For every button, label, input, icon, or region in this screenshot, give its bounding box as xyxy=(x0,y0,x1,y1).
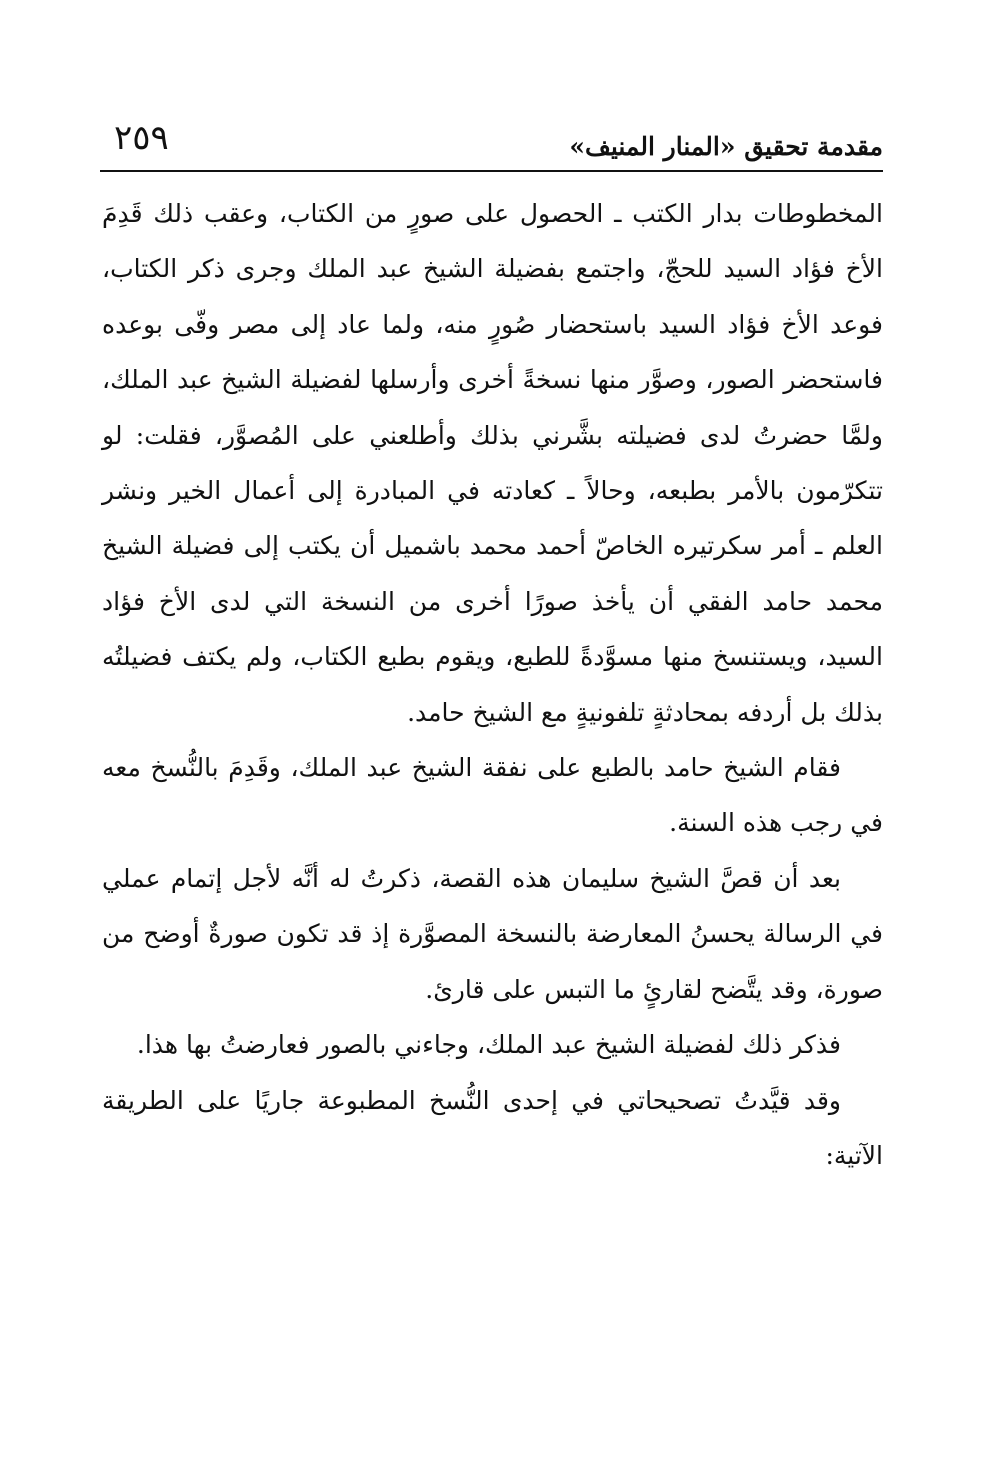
paragraph: بعد أن قصَّ الشيخ سليمان هذه القصة، ذكرتُ له أنَّه لأجل إتمام عملي في الرسالة يحسنُ المعارضة بالنسخة المصوَّرة إذ قد تكون صورةٌ أوضح من صورة، وقد يتَّضح لقارئٍ ما التبس على قارئ. xyxy=(102,863,883,1004)
paragraph: المخطوطات بدار الكتب ـ الحصول على صورٍ من الكتاب، وعقب ذلك قَدِمَ الأخ فؤاد السيد للحجّ، واجتمع بفضيلة الشيخ عبد الملك وجرى ذكر الكتاب، فوعد الأخ فؤاد السيد باستحضار صُورٍ منه، ولما عاد إلى مصر وفّى بوعده فاستحضر الصور، وصوَّر منها نسخةً أخرى وأرسلها لفضيلة الشيخ عبد الملك، ولمَّا حضرتُ لدى فضيلته بشَّرني بذلك وأطلعني على المُصوَّر، فقلت: لو تتكرّمون بالأمر بطبعه، وحالاً ـ كعادته في المبادرة إلى أعمال الخير ونشر العلم ـ أمر سكرتيره الخاصّ أحمد محمد باشميل أن يكتب إلى فضيلة الشيخ محمد حامد الفقي أن يأخذ صورًا أخرى من النسخة التي لدى الأخ فؤاد السيد، ويستنسخ منها مسوَّدةً للطبع، ويقوم بطبع الكتاب، ولم يكتف فضيلتُه بذلك بل أردفه بمحادثةٍ تلفونيةٍ مع الشيخ حامد. xyxy=(102,199,883,727)
paragraph: فذكر ذلك لفضيلة الشيخ عبد الملك، وجاءني بالصور فعارضتُ بها هذا. xyxy=(136,1030,841,1060)
body-text xyxy=(102,186,883,1183)
page-number: ٢٥٩ xyxy=(114,118,169,158)
header-rule xyxy=(100,170,883,172)
running-title: مقدمة تحقيق «المنار المنيف» xyxy=(569,132,883,161)
page-header xyxy=(100,118,883,162)
paragraph: فقام الشيخ حامد بالطبع على نفقة الشيخ عبد الملك، وقَدِمَ بالنُّسخ معه في رجب هذه السنة. xyxy=(102,753,883,838)
paragraph: وقد قيَّدتُ تصحيحاتي في إحدى النُّسخ المطبوعة جاريًا على الطريقة الآتية: xyxy=(102,1085,883,1170)
